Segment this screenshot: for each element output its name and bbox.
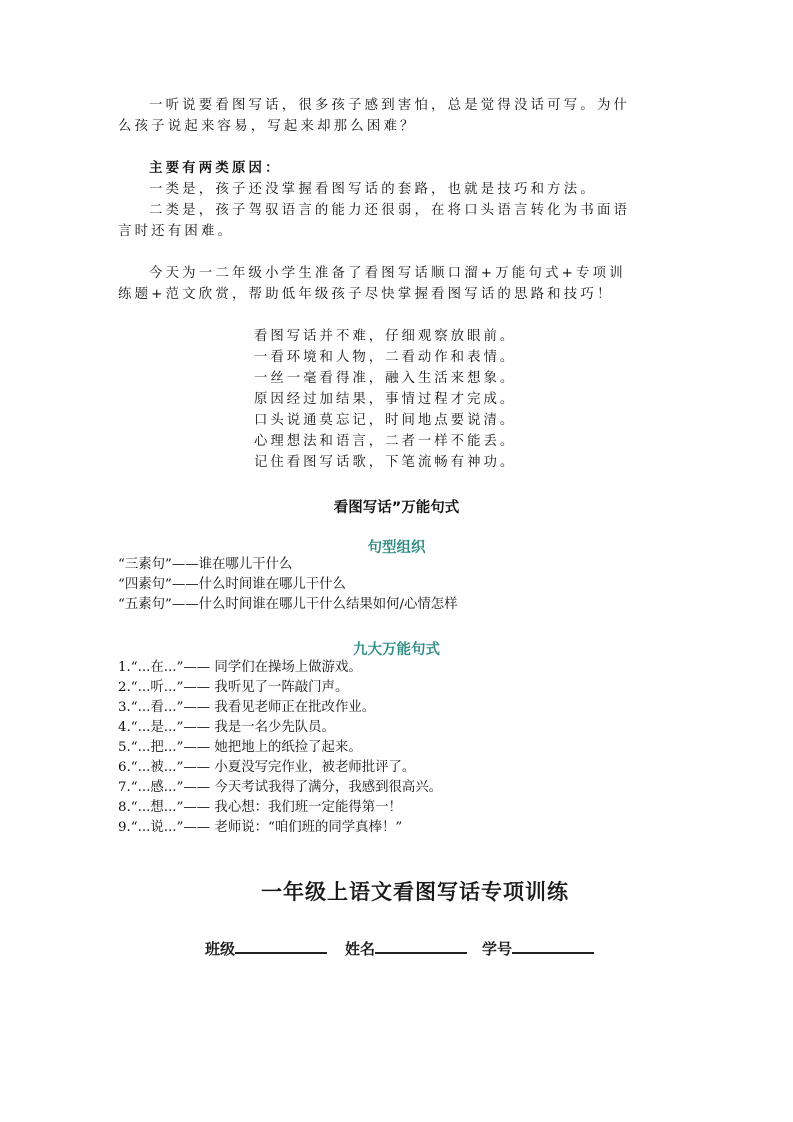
list-item: 8.“...想...”—— 我心想：我们班一定能得第一！ <box>118 800 402 815</box>
sentence-org-list <box>118 555 678 615</box>
intro-line-2: 么孩子说起来容易，写起来却那么困难？ <box>118 119 417 134</box>
list-item: 7.“...感...”—— 今天考试我得了满分，我感到很高兴。 <box>118 780 443 795</box>
poem-line: 看图写话并不难，仔细观察放眼前。 <box>254 329 517 344</box>
list-item: 5.“...把...”—— 她把地上的纸捡了起来。 <box>118 740 362 755</box>
section-title: 看图写话”万能句式 <box>333 500 460 516</box>
list-item: “三素句”——谁在哪儿干什么 <box>118 557 293 572</box>
reason-1: 一类是，孩子还没掌握看图写话的套路，也就是技巧和方法。 <box>149 182 597 197</box>
list-item: 3.“...看...”—— 我看见老师正在批改作业。 <box>118 700 376 715</box>
nine-patterns-list <box>118 658 678 838</box>
rhyme-poem <box>254 326 554 473</box>
intro-line-1: 一听说要看图写话，很多孩子感到害怕，总是觉得没话可写。为什 <box>149 98 631 113</box>
poem-line: 心理想法和语言，二者一样不能丢。 <box>254 434 517 449</box>
name-label: 姓名 <box>345 940 376 958</box>
class-label: 班级 <box>205 940 236 958</box>
poem-line: 一丝一毫看得准，融入生活来想象。 <box>254 371 517 386</box>
poem-line: 一看环境和人物，二看动作和表情。 <box>254 350 517 365</box>
list-item: 2.“...听...”—— 我听见了一阵敲门声。 <box>118 680 349 695</box>
poem-line: 口头说通莫忘记，时间地点要说清。 <box>254 413 517 428</box>
list-item: “四素句”——什么时间谁在哪儿干什么 <box>118 577 346 592</box>
name-blank[interactable] <box>375 936 467 954</box>
list-item: 4.“...是...”—— 我是一名少先队员。 <box>118 720 335 735</box>
reason-2-line-1: 二类是，孩子驾驭语言的能力还很弱，在将口头语言转化为书面语 <box>149 203 631 218</box>
poem-line: 记住看图写话歌，下笔流畅有神功。 <box>254 455 517 470</box>
class-field <box>205 936 327 959</box>
number-field <box>482 936 594 959</box>
number-blank[interactable] <box>512 936 594 954</box>
today-line-2: 练题+范文欣赏，帮助低年级孩子尽快掌握看图写话的思路和技巧！ <box>118 287 614 302</box>
list-item: 6.“...被...”—— 小夏没写完作业，被老师批评了。 <box>118 760 416 775</box>
intro-paragraph <box>118 95 678 137</box>
reasons-heading: 主要有两类原因： <box>149 161 282 176</box>
list-item: “五素句”——什么时间谁在哪儿干什么结果如何/心情怎样 <box>118 597 458 612</box>
nine-patterns-heading: 九大万能句式 <box>353 642 440 658</box>
worksheet-fields <box>205 936 605 960</box>
class-blank[interactable] <box>235 936 327 954</box>
today-paragraph <box>118 263 678 305</box>
reasons-block <box>118 158 678 242</box>
worksheet-title: 一年级上语文看图写话专项训练 <box>261 880 569 904</box>
list-item: 1.“...在...”—— 同学们在操场上做游戏。 <box>118 660 362 675</box>
list-item: 9.“...说...”—— 老师说：“咱们班的同学真棒！” <box>118 820 403 835</box>
name-field <box>345 936 467 959</box>
poem-line: 原因经过加结果，事情过程才完成。 <box>254 392 517 407</box>
reason-2-line-2: 言时还有困难。 <box>118 224 235 239</box>
sentence-org-heading: 句型组织 <box>367 540 426 556</box>
number-label: 学号 <box>482 940 513 958</box>
today-line-1: 今天为一二年级小学生准备了看图写话顺口溜+万能句式+专项训 <box>149 266 626 281</box>
